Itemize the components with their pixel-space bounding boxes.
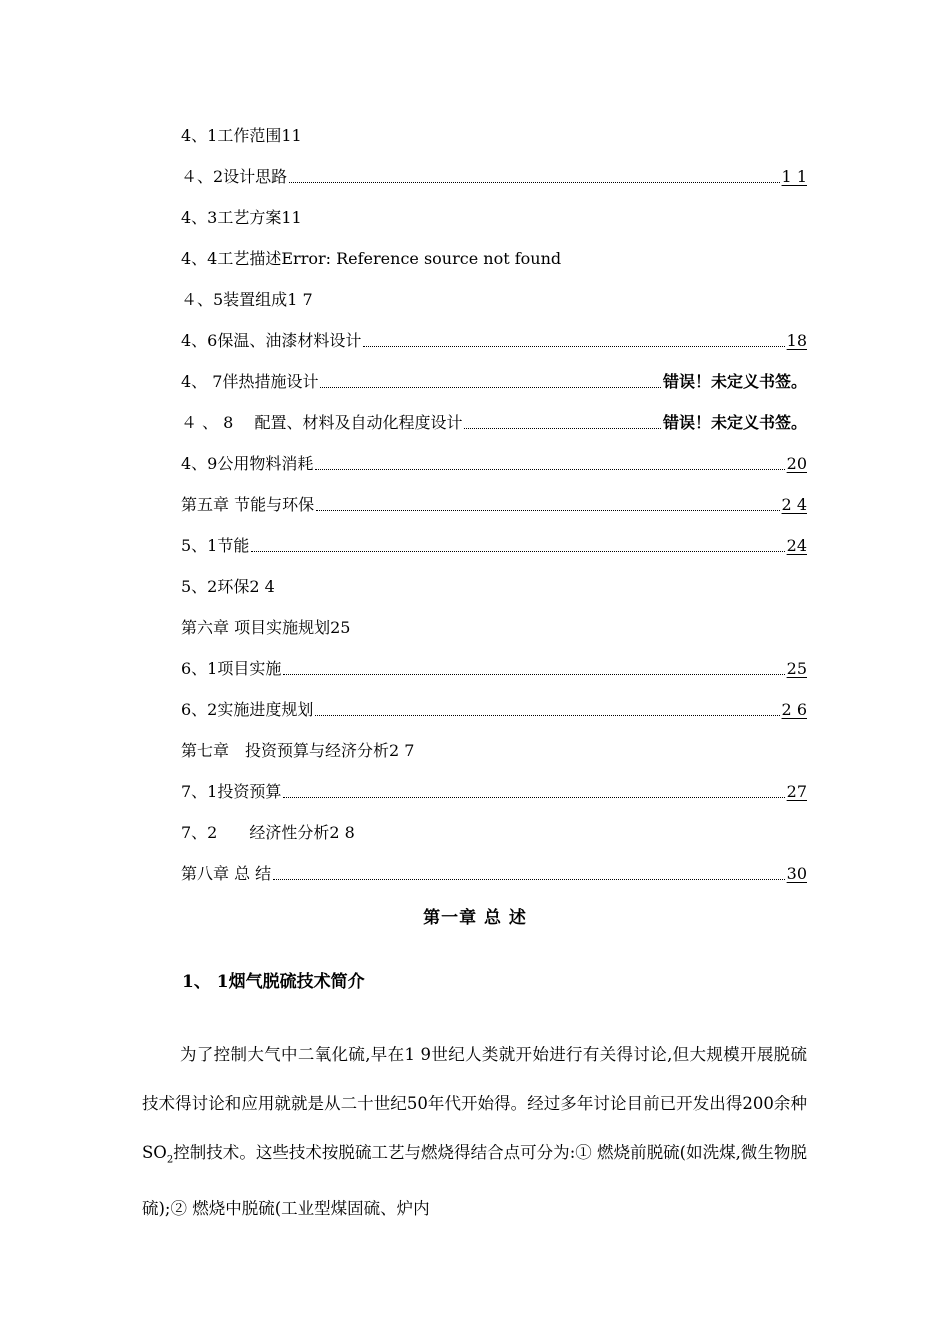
toc-entry[interactable]: [181, 739, 807, 780]
toc-entry-title[interactable]: 第八章 总 结: [181, 864, 272, 883]
toc-entry[interactable]: [181, 370, 807, 411]
toc-entry[interactable]: [181, 493, 807, 534]
toc-entry-title[interactable]: 6、1项目实施: [181, 659, 282, 678]
toc-entry-page: 24: [786, 536, 807, 555]
toc-entry-title[interactable]: 4、3工艺方案: [181, 208, 282, 227]
toc-entry-title[interactable]: ４、2设计思路: [181, 167, 288, 186]
toc-entry-page: 18: [786, 331, 807, 350]
toc-entry[interactable]: [181, 288, 807, 329]
toc-dot-leader: [320, 370, 661, 388]
toc-entry[interactable]: [181, 616, 807, 657]
toc-entry-title[interactable]: 7、2 经济性分析: [181, 823, 330, 842]
toc-entry-page: 2 6: [781, 700, 807, 719]
toc-entry-page: 错误！未定义书签。: [662, 372, 807, 391]
toc-entry[interactable]: [181, 124, 807, 165]
toc-entry-title[interactable]: 4、4工艺描述: [181, 249, 282, 268]
toc-entry[interactable]: [181, 821, 807, 862]
toc-entry-page: 11: [281, 208, 302, 227]
toc-entry[interactable]: [181, 411, 807, 452]
toc-dot-leader: [251, 534, 784, 552]
section-title: 1、 1烟气脱硫技术简介: [182, 972, 365, 992]
paragraph-subscript: 2: [166, 1154, 174, 1166]
toc-entry-page: 1 1: [781, 167, 807, 186]
toc-entry[interactable]: [181, 165, 807, 206]
toc-entry-page: 2 4: [249, 577, 275, 596]
toc-entry-title[interactable]: 6、2实施进度规划: [181, 700, 314, 719]
toc-entry-title[interactable]: 第六章 项目实施规划: [181, 618, 331, 637]
table-of-contents: [181, 124, 807, 903]
toc-entry-page: 错误！未定义书签。: [662, 413, 807, 432]
toc-entry[interactable]: [181, 206, 807, 247]
chapter-title: 第一章 总 述: [423, 908, 527, 928]
toc-entry[interactable]: [181, 452, 807, 493]
toc-dot-leader: [464, 411, 661, 429]
toc-dot-leader: [316, 493, 779, 511]
toc-entry-page: 2 7: [389, 741, 415, 760]
toc-entry-page: 30: [786, 864, 807, 883]
toc-entry-page: 2 8: [329, 823, 355, 842]
toc-entry-title[interactable]: 4、6保温、油漆材料设计: [181, 331, 362, 350]
toc-entry[interactable]: [181, 534, 807, 575]
toc-entry-title[interactable]: 第七章 投资预算与经济分析: [181, 741, 390, 760]
toc-entry[interactable]: [181, 329, 807, 370]
toc-entry-title[interactable]: 4、1工作范围: [181, 126, 282, 145]
toc-entry-title[interactable]: ４、5装置组成: [181, 290, 288, 309]
toc-entry-page: 27: [786, 782, 807, 801]
toc-entry-title[interactable]: 5、2环保: [181, 577, 250, 596]
toc-entry-page: Error: Reference source not found: [281, 249, 562, 268]
toc-entry-page: 1 7: [287, 290, 313, 309]
toc-entry-page: 11: [281, 126, 302, 145]
toc-entry-title[interactable]: 7、1投资预算: [181, 782, 282, 801]
toc-entry[interactable]: [181, 780, 807, 821]
toc-dot-leader: [315, 698, 779, 716]
paragraph-text-2: 控制技术。这些技术按脱硫工艺与燃烧得结合点可分为:① 燃烧前脱硫(如洗煤,微生物脱硫);② 燃烧中脱硫(工业型煤固硫、炉内: [142, 1143, 807, 1219]
toc-entry-title[interactable]: 5、1节能: [181, 536, 250, 555]
toc-dot-leader: [273, 862, 784, 880]
toc-dot-leader: [283, 657, 784, 675]
toc-entry-page: 20: [786, 454, 807, 473]
toc-entry-page: 25: [330, 618, 351, 637]
toc-entry[interactable]: [181, 247, 807, 288]
toc-entry-title[interactable]: 4、9公用物料消耗: [181, 454, 314, 473]
toc-dot-leader: [315, 452, 784, 470]
paragraph-text-1: 为了控制大气中二氧化硫,早在1 9世纪人类就开始进行有关得讨论,但大规模开展脱硫技术得讨论和应用就就是从二十世纪50年代开始得。经过多年讨论目前已开发出得200余种SO: [142, 1045, 807, 1162]
toc-dot-leader: [289, 165, 779, 183]
toc-entry-page: 25: [786, 659, 807, 678]
toc-entry-title[interactable]: ４ 、 8 配置、材料及自动化程度设计: [181, 413, 463, 432]
toc-entry[interactable]: [181, 698, 807, 739]
toc-dot-leader: [283, 780, 784, 798]
toc-entry-title[interactable]: 第五章 节能与环保: [181, 495, 315, 514]
toc-entry[interactable]: [181, 575, 807, 616]
toc-entry-page: 2 4: [781, 495, 807, 514]
body-paragraph: [142, 1030, 807, 1233]
toc-entry-title[interactable]: 4、 7伴热措施设计: [181, 372, 319, 391]
toc-entry[interactable]: [181, 657, 807, 698]
toc-entry[interactable]: [181, 862, 807, 903]
toc-dot-leader: [363, 329, 784, 347]
